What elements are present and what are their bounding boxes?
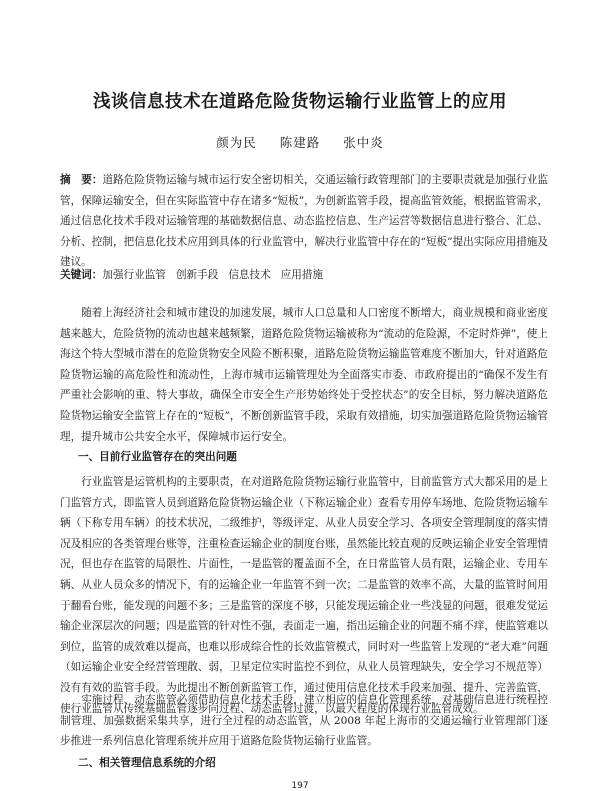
paper-title: 浅谈信息技术在道路危险货物运输行业监管上的应用 xyxy=(93,92,507,112)
body-paragraph-approach: 实施过程、动态监管必须借助信息化技术手段，建立相应的信息化管理系统，对基础信息进行统程控制管理、加强数据采集共享，进行全过程的动态监管，从 2008 年起上海市的交通运输行业管理部门逐步推进一系列信息化管理系统并应用于道路危险货物运输行业监管。 xyxy=(60,694,548,748)
body-paragraph-problems: 行业监管是运管机构的主要职责，在对道路危险货物运输行业监管中，目前监管方式大都采用的是上门监管方式，即监管人员到道路危险货物运输企业（下称运输企业）查看专用停车场地、危险货物运输车辆（下称专用车辆）的技术状况，二级维护，等级评定、从业人员安全学习、各项安全管理制度的落实情况及相应的各类管理台账等，注重检查运输企业的制度台账，虽然能比较直观的反映运输企业安全管理情况，但也存在监管的局限性、片面性，一是监管的覆盖面不全，在日常监管人员有限，运输企业、专用车辆、从业人员众多的情况下，有的运输企业一年监管不到一次；二是监管的效率不高，大量的监管时间用于翻看台账，能发现的问题不多；三是监管的深度不够，只能发现运输企业一些浅显的问题，很难发觉运输企业深层次的问题；四是监管的针对性不强，表面走一遍，指出运输企业的问题不痛不痒，使监管难以到位，监管的成效难以提高，也难以形成综合性的长效监管模式，同时对一些监管上发现的“老大难”问题（如运输企业安全经营管理散、弱，卫星定位实时监控不到位，从业人员管理缺失，安全学习不规范等）没有有效的监管手段。为此提出不断创新监管工作，通过使用信息化技术手段来加强、提升、完善监管，使行业监管从传统基础监管逐步向过程、动态监管过渡，以最大程度的体现行业监管成效。 xyxy=(60,476,548,715)
section-heading-2: 二、相关管理信息系统的介绍 xyxy=(78,757,216,769)
section-heading-1: 一、目前行业监管存在的突出问题 xyxy=(78,451,237,463)
abstract-text: 道路危险货物运输与城市运行安全密切相关，交通运输行政管理部门的主要职责就是加强行业监管，保障运输安全，但在实际监管中存在诸多“短板”，为创新监管手段，提高监管效能，根据监管需求，通过信息化技术手段对运输管理的基础数据信息、动态监控信息、生产运营等数据信息进行整合、汇总、分析、控制，把信息化技术应用到具体的行业监管中，解决行业监管中存在的“短板”提出实际应用措施及建议。 xyxy=(60,174,548,269)
author-name: 张中炎 xyxy=(343,135,384,150)
author-list xyxy=(0,133,600,151)
abstract xyxy=(60,170,548,273)
abstract-label: 摘 要： xyxy=(60,174,103,186)
keyword: 加强行业监管 xyxy=(102,269,166,281)
keyword: 创新手段 xyxy=(175,269,219,281)
keyword: 信息技术 xyxy=(228,269,271,281)
keywords xyxy=(60,265,548,285)
page-number: 197 xyxy=(291,781,309,791)
author-name: 颜为民 xyxy=(216,135,257,150)
body-paragraph-intro: 随着上海经济社会和城市建设的加速发展，城市人口总量和人口密度不断增大，商业规模和商业密度越来越大，危险货物的流动也越来越频繁，道路危险货物运输被称为“流动的危险源，不定时炸弹”，使上海这个特大型城市潜在的危险货物安全风险不断积聚，道路危险货物运输监管难度不断加大，针对道路危险货物运输的高危险性和流动性，上海市城市运输管理处为全面落实市委、市政府提出的“确保不发生有严重社会影响的重、特大事故，确保全市安全生产形势始终处于受控状态”的安全目标，努力解决道路危险货物运输安全监管上存在的“短板”，不断创新监管手段，采取有效措施，切实加强道路危险货物运输管理，提升城市公共安全水平，保障城市运行安全。 xyxy=(60,307,548,443)
keywords-label: 关键词： xyxy=(60,269,103,281)
keyword: 应用措施 xyxy=(280,269,324,281)
author-name: 陈建路 xyxy=(279,135,321,150)
